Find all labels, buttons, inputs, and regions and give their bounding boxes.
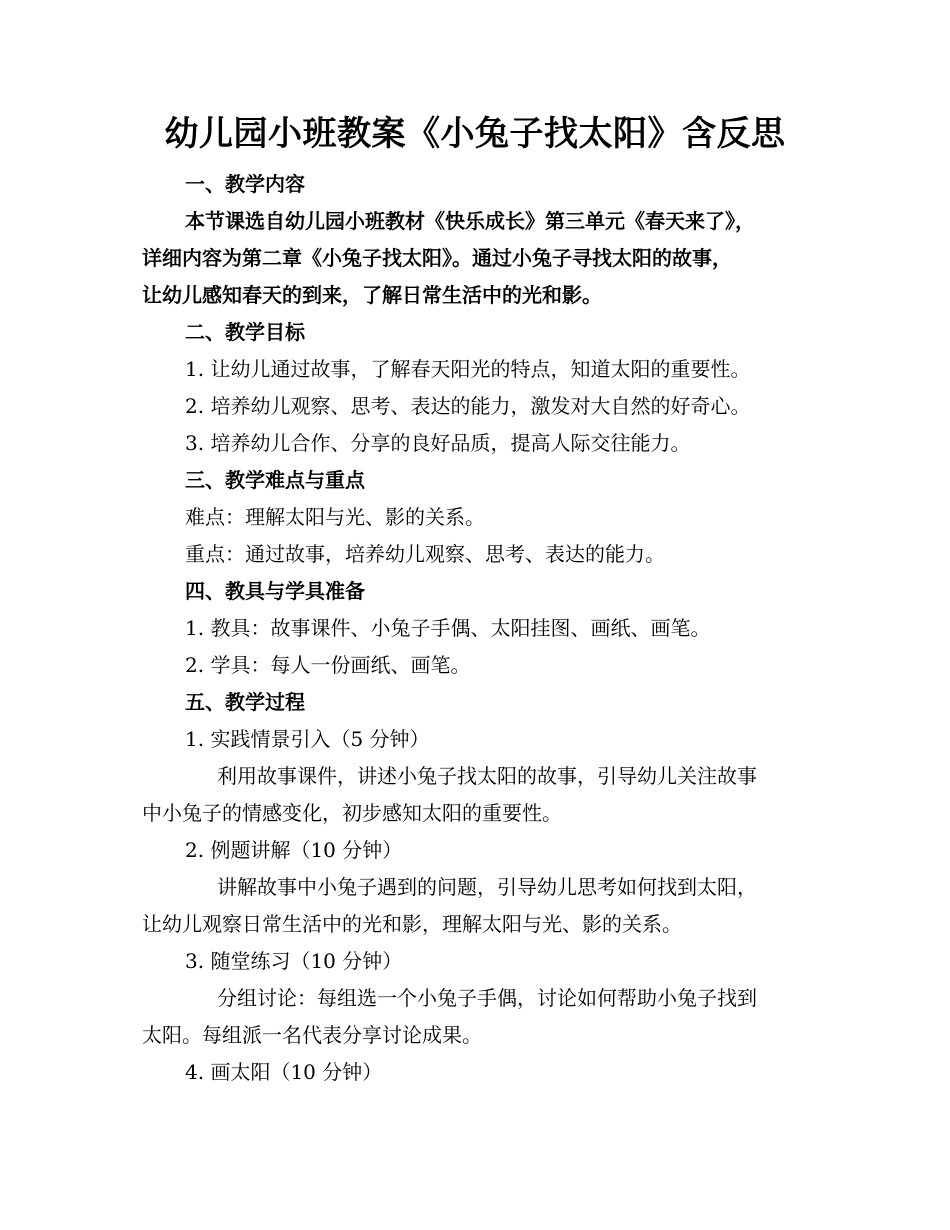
- document-body: [142, 166, 810, 1091]
- paragraph-line: 让幼儿感知春天的到来，了解日常生活中的光和影。: [142, 283, 602, 307]
- section-heading-materials: 四、教具与学具准备: [185, 579, 365, 603]
- list-item: 1. 教具：故事课件、小兔子手偶、太阳挂图、画纸、画笔。: [185, 616, 711, 640]
- difficulty-text: 难点：理解太阳与光、影的关系。: [185, 505, 485, 529]
- paragraph-line: 详细内容为第二章《小兔子找太阳》。通过小兔子寻找太阳的故事，: [142, 246, 732, 270]
- document-title: 幼儿园小班教案《小兔子找太阳》含反思: [164, 114, 786, 154]
- list-item: 2. 学具：每人一份画纸、画笔。: [185, 653, 471, 677]
- list-item: 1. 让幼儿通过故事，了解春天阳光的特点，知道太阳的重要性。: [185, 357, 751, 381]
- paragraph-line: 讲解故事中小兔子遇到的问题，引导幼儿思考如何找到太阳，: [217, 875, 757, 899]
- paragraph-line: 让幼儿观察日常生活中的光和影，理解太阳与光、影的关系。: [142, 912, 682, 936]
- process-step: 1. 实践情景引入（5 分钟）: [185, 727, 430, 751]
- paragraph-line: 利用故事课件，讲述小兔子找太阳的故事，引导幼儿关注故事: [217, 764, 757, 788]
- section-heading-teaching-content: 一、教学内容: [185, 172, 305, 196]
- paragraph-line: 太阳。每组派一名代表分享讨论成果。: [142, 1023, 482, 1047]
- list-item: 2. 培养幼儿观察、思考、表达的能力，激发对大自然的好奇心。: [185, 394, 751, 418]
- key-point-text: 重点：通过故事，培养幼儿观察、思考、表达的能力。: [185, 542, 665, 566]
- list-item: 3. 培养幼儿合作、分享的良好品质，提高人际交往能力。: [185, 431, 691, 455]
- process-step: 4. 画太阳（10 分钟）: [185, 1060, 383, 1084]
- paragraph-line: 分组讨论：每组选一个小兔子手偶，讨论如何帮助小兔子找到: [217, 986, 757, 1010]
- process-step: 3. 随堂练习（10 分钟）: [185, 949, 403, 973]
- paragraph-line: 中小兔子的情感变化，初步感知太阳的重要性。: [142, 801, 562, 825]
- section-heading-difficulties: 三、教学难点与重点: [185, 468, 365, 492]
- section-heading-process: 五、教学过程: [185, 690, 305, 714]
- process-step: 2. 例题讲解（10 分钟）: [185, 838, 403, 862]
- paragraph-line: 本节课选自幼儿园小班教材《快乐成长》第三单元《春天来了》，: [185, 209, 755, 233]
- section-heading-teaching-goals: 二、教学目标: [185, 320, 305, 344]
